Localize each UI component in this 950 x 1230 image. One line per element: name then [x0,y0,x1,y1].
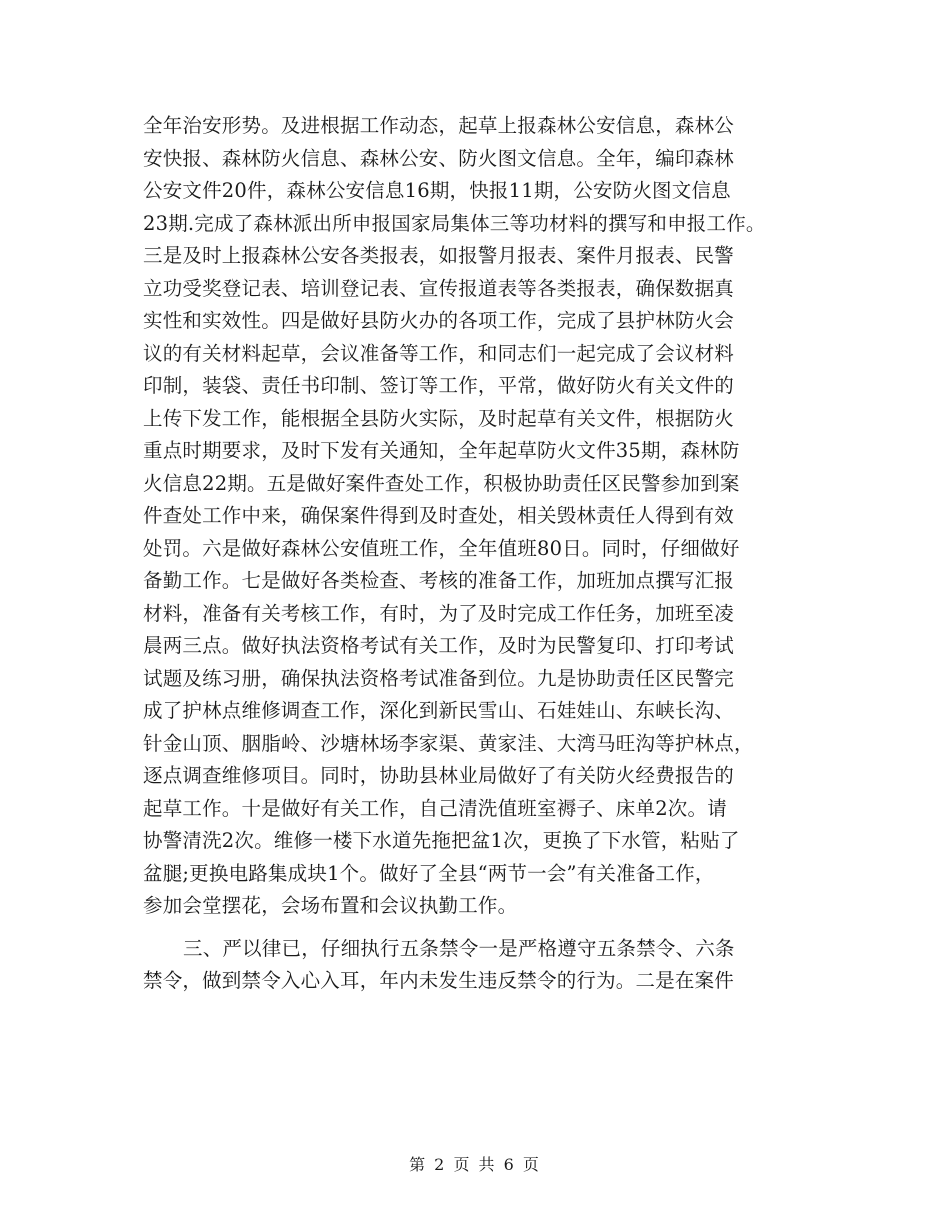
text-line: 23期.完成了森林派出所申报国家局集体三等功材料的撰写和申报工作。 [143,211,766,235]
text-line: 安快报、森林防火信息、森林公安、防火图文信息。全年，编印森林 [143,146,735,170]
text-line: 重点时期要求，及时下发有关通知，全年起草防火文件35期，森林防 [143,439,740,462]
text-line: 晨两三点。做好执法资格考试有关工作，及时为民警复印、打印考试 [143,634,735,657]
text-line: 禁令，做到禁令入心入耳，年内未发生违反禁令的行为。二是在案件 [143,969,735,992]
text-line: 全年治安形势。及进根据工作动态，起草上报森林公安信息，森林公 [143,114,735,137]
text-line: 协警清洗2次。维修一楼下水道先拖把盆1次，更换了下水管，粘贴了 [143,829,740,852]
text-line: 上传下发工作，能根据全县防火实际，及时起草有关文件，根据防火 [143,406,735,430]
document-body [143,110,823,998]
text-line: 试题及练习册，确保执法资格考试准备到位。九是协助责任区民警完 [143,666,735,690]
paragraph-spacer [143,923,823,933]
text-line: 火信息22期。五是做好案件查处工作，积极协助责任区民警参加到案 [143,471,740,495]
text-line: 公安文件20件，森林公安信息16期，快报11期，公安防火图文信息 [143,179,731,202]
paragraph-2 [143,933,823,998]
text-line: 备勤工作。七是做好各类检查、考核的准备工作，加班加点撰写汇报 [143,569,735,592]
text-line: 参加会堂摆花，会场布置和会议执勤工作。 [143,894,518,917]
text-line: 起草工作。十是做好有关工作，自己清洗值班室褥子、床单2次。请 [143,796,727,820]
text-line: 材料，准备有关考核工作，有时，为了及时完成工作任务，加班至凌 [143,601,735,625]
text-line: 处罚。六是做好森林公安值班工作，全年值班80日。同时，仔细做好 [143,536,740,560]
text-line: 逐点调查维修项目。同时，协助县林业局做好了有关防火经费报告的 [143,764,735,787]
text-line: 三是及时上报森林公安各类报表，如报警月报表、案件月报表、民警 [143,244,735,267]
paragraph-1 [143,110,823,923]
text-line: 印制，装袋、责任书印制、签订等工作，平常，做好防火有关文件的 [143,374,735,397]
text-line: 议的有关材料起草，会议准备等工作，和同志们一起完成了会议材料 [143,341,735,365]
text-line: 成了护林点维修调查工作，深化到新民雪山、石娃娃山、东峡长沟、 [143,699,735,722]
text-line: 件查处工作中来，确保案件得到及时查处，相关毁林责任人得到有效 [143,504,735,527]
text-line: 针金山顶、胭脂岭、沙塘林场李家渠、黄家洼、大湾马旺沟等护林点， [143,731,754,755]
text-line: 实性和实效性。四是做好县防火办的各项工作，完成了县护林防火会 [143,309,735,332]
text-line: 盆腿;更换电路集成块1个。做好了全县“两节一会”有关准备工作， [143,861,715,885]
text-line: 三、严以律已，仔细执行五条禁令一是严格遵守五条禁令、六条 [183,936,735,960]
text-line: 立功受奖登记表、培训登记表、宣传报道表等各类报表，确保数据真 [143,276,735,300]
page-number-footer: 第 2 页 共 6 页 [409,1155,541,1174]
